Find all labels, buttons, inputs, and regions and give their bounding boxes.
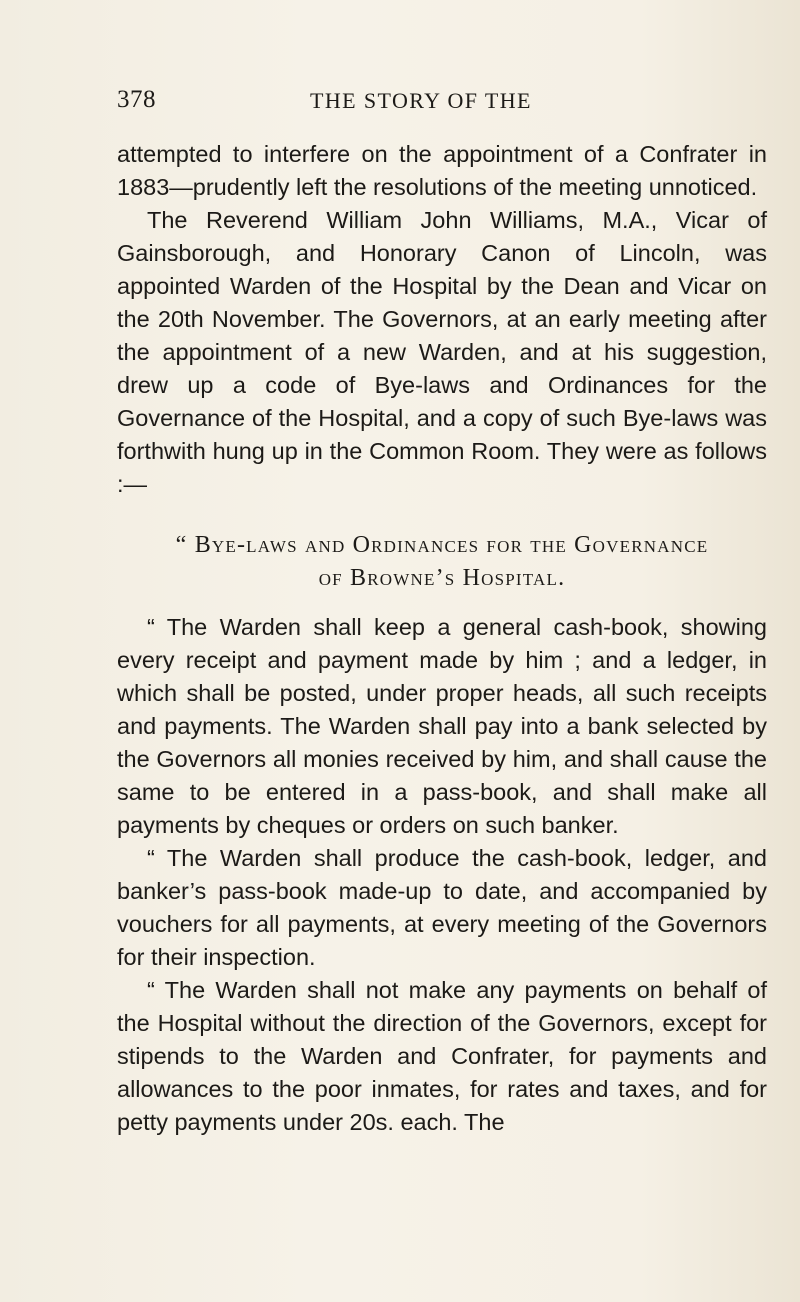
page-body: [117, 138, 767, 1139]
running-title: THE STORY OF THE: [310, 88, 532, 113]
page-header: [117, 86, 764, 126]
section-heading-line-1: “ Bye-laws and Ordinances for the Governance: [175, 532, 709, 558]
paragraph-warden-appointment: The Reverend William John Williams, M.A., Vicar of Gainsborough, and Honorary Canon of Lincoln, was appointed Warden of the Hospital by the Dean and Vicar on the 20th November. The Governors, at an early meeting after the appointment of a new Warden, and at his suggestion, drew up a code of Bye-laws and Ordinances for the Governance of the Hospital, and a copy of such Bye-laws was forthwith hung up in the Common Room. They were as follows :—: [117, 207, 767, 497]
page-number: 378: [117, 86, 156, 113]
rule-produce-books: “ The Warden shall produce the cash-book, ledger, and banker’s pass-book made-up to date, and accompanied by vouchers for all payments, at every meeting of the Governors for their inspection.: [117, 845, 767, 970]
section-heading: [117, 529, 767, 595]
rule-payments: “ The Warden shall not make any payments on behalf of the Hospital without the direction of the Governors, except for stipends to the Warden and Confrater, for payments and allowances to the poor inmates, for rates and taxes, and for petty payments under 20s. each. The: [117, 977, 767, 1135]
paragraph-continuation: attempted to interfere on the appointment of a Confrater in 1883—prudently left the resolutions of the meeting unnoticed.: [117, 141, 767, 200]
section-heading-line-2: of Browne’s Hospital.: [318, 565, 566, 591]
rule-cash-book: “ The Warden shall keep a general cash-book, showing every receipt and payment made by him ; and a ledger, in which shall be posted, under proper heads, all such receipts and payments. The Warden shall pay into a bank selected by the Governors all monies received by him, and shall cause the same to be entered in a pass-book, and shall make all payments by cheques or orders on such banker.: [117, 614, 767, 838]
